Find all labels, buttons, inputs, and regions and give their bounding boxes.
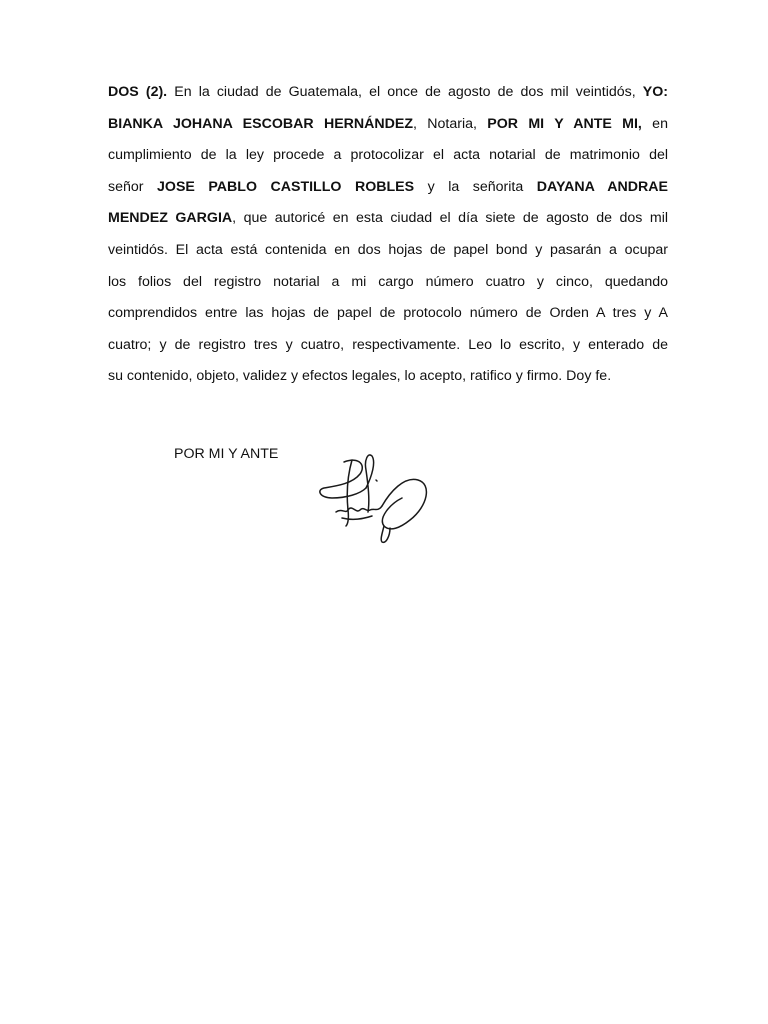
paragraph-line (108, 203, 668, 235)
paragraph-line (108, 330, 668, 362)
paragraph-line (108, 140, 668, 172)
text-run: comprendidos entre las hojas de papel de protocolo número de Orden A tres y A (108, 305, 668, 322)
text-run: , Notaria, (413, 115, 488, 132)
text-run: En la ciudad de Guatemala, el once de agosto de dos mil veintidós, (167, 84, 643, 100)
paragraph-line (108, 172, 668, 204)
closing-formula: POR MI Y ANTE (174, 446, 279, 462)
text-run: los folios del registro notarial a mi cargo número cuatro y cinco, quedando (108, 273, 668, 290)
text-run: señor (108, 178, 158, 195)
paragraph-line (108, 109, 668, 141)
bold-text-run: POR MI Y ANTE MI, (487, 115, 642, 132)
text-run: cuatro; y de registro tres y cuatro, respectivamente. Leo lo escrito, y enterado de (108, 336, 668, 353)
paragraph-line (108, 298, 668, 330)
text-run: , que autoricé en esta ciudad el día siete de agosto de dos mil (232, 210, 669, 227)
bold-text-run: MENDEZ GARGIA (108, 210, 233, 227)
bold-text-run: BIANKA JOHANA ESCOBAR HERNÁNDEZ (108, 115, 414, 132)
text-run: su contenido, objeto, validez y efectos legales, lo acepto, ratifico y firmo. Doy fe. (108, 368, 612, 385)
handwritten-signature (286, 440, 466, 550)
bold-text-run: YO: (642, 84, 669, 100)
text-run: en (641, 115, 668, 132)
bold-text-run: DAYANA ANDRAE (536, 178, 668, 195)
bold-text-run: DOS (2). (108, 84, 168, 100)
paragraph-line (108, 361, 668, 393)
text-run: veintidós. El acta está contenida en dos hojas de papel bond y pasarán a ocupar (108, 241, 668, 258)
paragraph-line (108, 235, 668, 267)
notarial-paragraph (108, 77, 668, 393)
paragraph-line (108, 77, 668, 109)
text-run: y la señorita (414, 178, 537, 195)
paragraph-line (108, 267, 668, 299)
text-run: cumplimiento de la ley procede a protocolizar el acta notarial de matrimonio del (108, 147, 668, 164)
bold-text-run: JOSE PABLO CASTILLO ROBLES (157, 178, 415, 195)
